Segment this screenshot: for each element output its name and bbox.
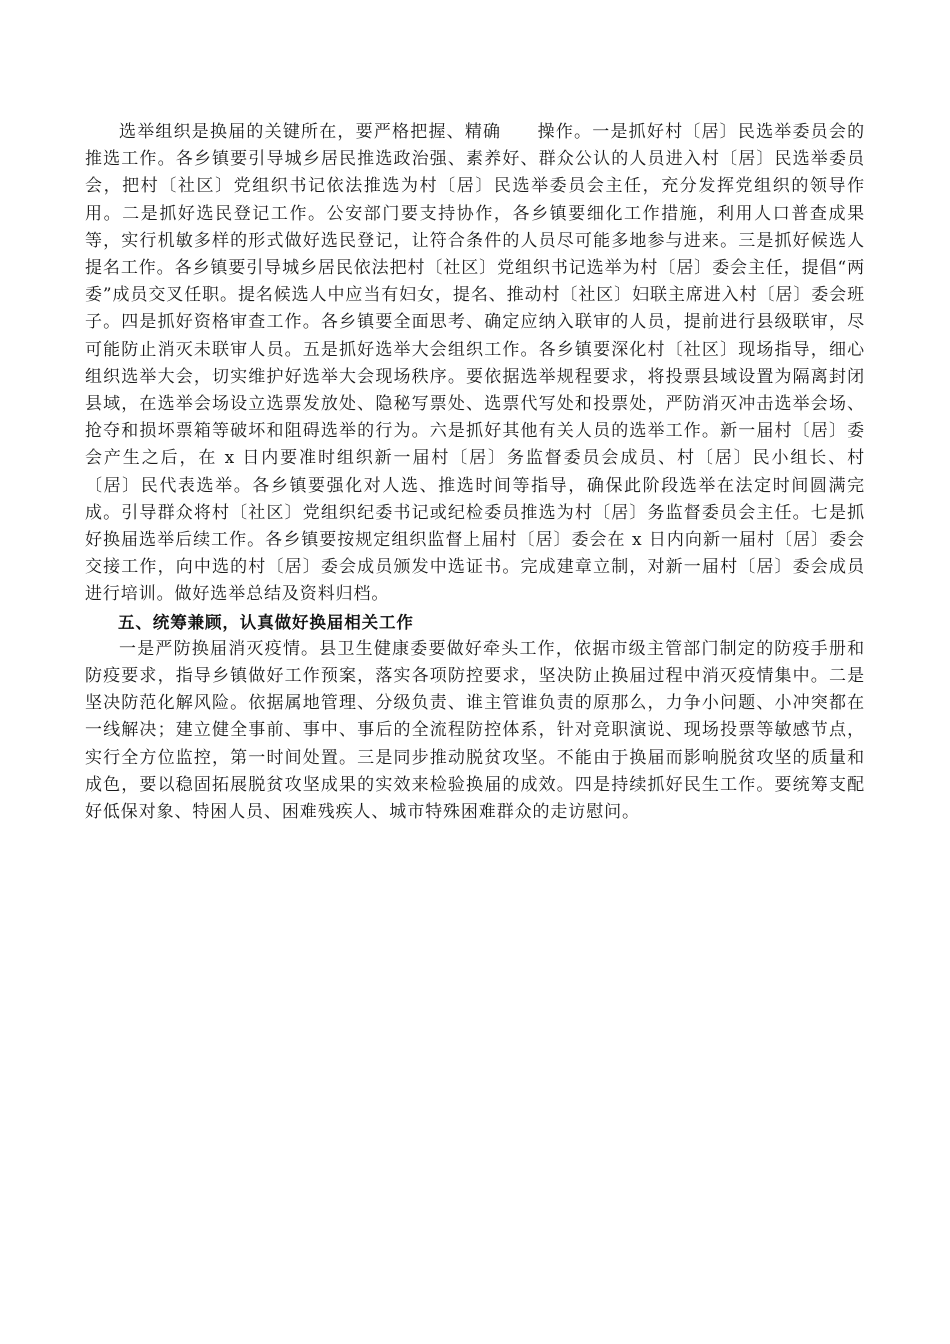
paragraph-election-organization: 选举组织是换届的关键所在，要严格把握、精确 操作。一是抓好村〔居〕民选举委员会的推选工作。各乡镇要引导城乡居民推选政治强、素养好、群众公认的人员进入村〔居〕民选举委员会，把村〔社区〕党组织书记依法推选为村〔居〕民选举委员会主任，充分发挥党组织的领导作用。二是抓好选民登记工作。公安部门要支持协作，各乡镇要细化工作措施，利用人口普查成果等，实行机敏多样的形式做好选民登记，让符合条件的人员尽可能多地参与进来。三是抓好候选人提名工作。各乡镇要引导城乡居民依法把村〔社区〕党组织书记选举为村〔居〕委会主任，提倡“两委”成员交叉任职。提名候选人中应当有妇女，提名、推动村〔社区〕妇联主席进入村〔居〕委会班子。四是抓好资格审查工作。各乡镇要全面思考、确定应纳入联审的人员，提前进行县级联审，尽可能防止消灭未联审人员。五是抓好选举大会组织工作。各乡镇要深化村〔社区〕现场指导，细心组织选举大会，切实维护好选举大会现场秩序。要依据选举规程要求，将投票县域设置为隔离封闭县域，在选举会场设立选票发放处、隐秘写票处、选票代写处和投票处，严防消灭冲击选举会场、抢夺和损坏票箱等破坏和阻碍选举的行为。六是抓好其他有关人员的选举工作。新一届村〔居〕委会产生之后，在 x 日内要准时组织新一届村〔居〕务监督委员会成员、村〔居〕民小组长、村〔居〕民代表选举。各乡镇要强化对人选、推选时间等指导，确保此阶段选举在法定时间圆满完成。引导群众将村〔社区〕党组织纪委书记或纪检委员推选为村〔居〕务监督委员会主任。七是抓好换届选举后续工作。各乡镇要按规定组织监督上届村〔居〕委会在 x 日内向新一届村〔居〕委会交接工作，向中选的村〔居〕委会成员颁发中选证书。完成建章立制，对新一届村〔居〕委会成员进行培训。做好选举总结及资料归档。 [85,122,865,605]
paragraph-related-work: 一是严防换届消灭疫情。县卫生健康委要做好牵头工作，依据市级主管部门制定的防疫手册和防疫要求，指导乡镇做好工作预案，落实各项防控要求，坚决防止换届过程中消灭疫情集中。二是坚决防范化解风险。依据属地管理、分级负责、谁主管谁负责的原那么，力争小问题、小冲突都在一线解决；建立健全事前、事中、事后的全流程防控体系，针对竞职演说、现场投票等敏感节点，实行全方位监控，第一时间处置。三是同步推动脱贫攻坚。不能由于换届而影响脱贫攻坚的质量和成色，要以稳固拓展脱贫攻坚成果的实效来检验换届的成效。四是持续抓好民生工作。要统筹支配好低保对象、特困人员、困难残疾人、城市特殊困难群众的走访慰问。 [85,638,865,823]
document-body [85,119,865,826]
section-heading-five: 五、统筹兼顾，认真做好换届相关工作 [118,612,414,632]
